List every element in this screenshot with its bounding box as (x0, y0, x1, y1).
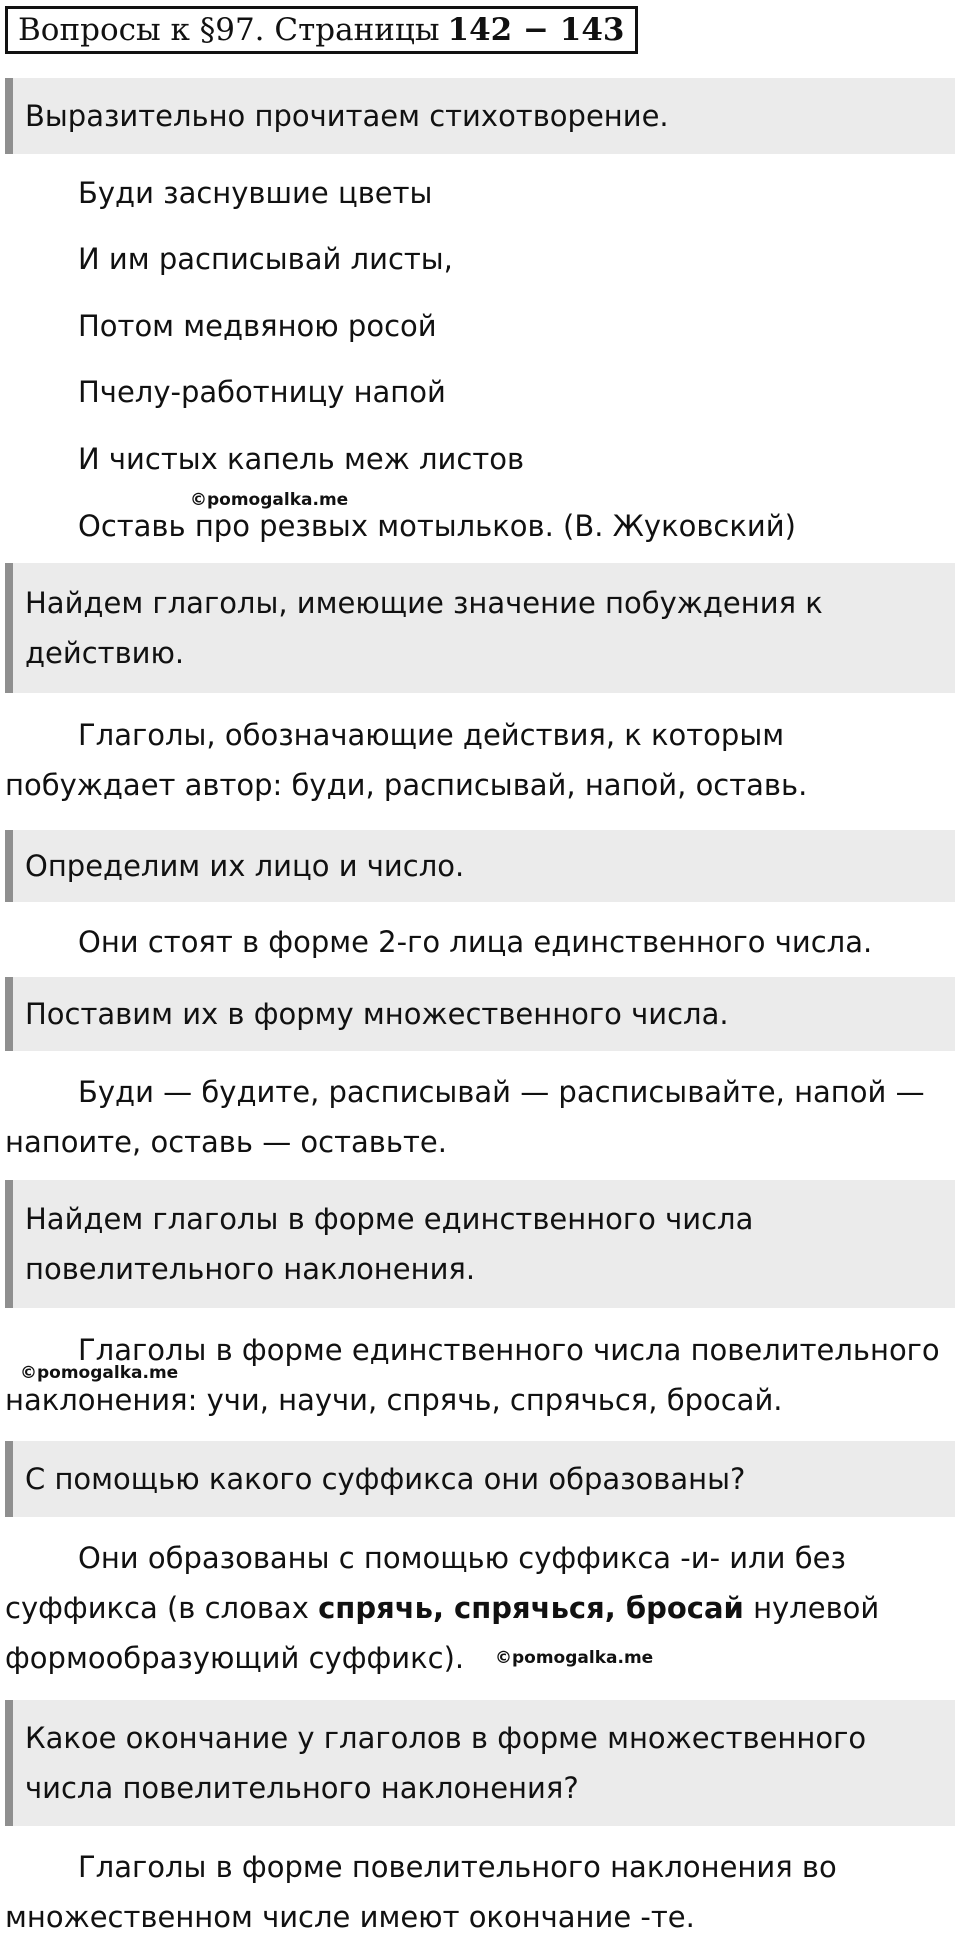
poem-line-5: И чистых капель меж листов (78, 442, 525, 476)
poem-line-6: Оставь про резвых мотыльков. (В. Жуковский) (78, 509, 796, 543)
question-5-text: Найдем глаголы в форме единственного числа повелительного наклонения. (25, 1202, 754, 1286)
answer-7: Глаголы в форме повелительного наклонения во множественном числе имеют окончание -те. (5, 1850, 837, 1934)
watermark: ©pomogalka.me (20, 1363, 179, 1383)
question-2-text: Найдем глаголы, имеющие значение побуждения к действию. (25, 586, 823, 670)
answer-6 (5, 1533, 955, 1683)
answer-3: Они стоят в форме 2-го лица единственного числа. (78, 925, 873, 959)
page-header (5, 6, 638, 54)
question-3: Определим их лицо и число. (5, 830, 955, 902)
answer-6-bold: спрячь, спрячься, бросай (318, 1591, 744, 1625)
poem-line-2: И им расписывай листы, (78, 242, 453, 276)
header-pages: 142 − 143 (447, 12, 625, 48)
answer-6-part-1: Они образованы с помощью суффикса -и- или без суффикса (в словах (5, 1541, 846, 1625)
watermark: ©pomogalka.me (190, 490, 349, 510)
answer-5: Глаголы в форме единственного числа повелительного наклонения: учи, научи, спрячь, спрячься, бросай. (5, 1333, 940, 1417)
poem-line-1: Буди заснувшие цветы (78, 176, 433, 210)
question-7-text: Какое окончание у глаголов в форме множественного числа повелительного наклонения? (25, 1721, 867, 1805)
header-title: Вопросы к §97. Страницы (18, 12, 440, 48)
question-4: Поставим их в форму множественного числа. (5, 977, 955, 1051)
poem-line-3: Потом медвяною росой (78, 309, 437, 343)
question-2 (5, 563, 955, 693)
answer-6-part-2: нулевой формообразующий суффикс). (5, 1591, 880, 1675)
answer-2: Глаголы, обозначающие действия, к которым побуждает автор: буди, расписывай, напой, оставь. (5, 718, 808, 802)
question-1: Выразительно прочитаем стихотворение. (5, 78, 955, 154)
question-6: С помощью какого суффикса они образованы? (5, 1441, 955, 1517)
answer-4: Буди — будите, расписывай — расписывайте, напой — напоите, оставь — оставьте. (5, 1075, 925, 1159)
question-7 (5, 1700, 955, 1826)
question-5 (5, 1180, 955, 1308)
poem-line-4: Пчелу-работницу напой (78, 375, 446, 409)
watermark: ©pomogalka.me (495, 1648, 654, 1668)
